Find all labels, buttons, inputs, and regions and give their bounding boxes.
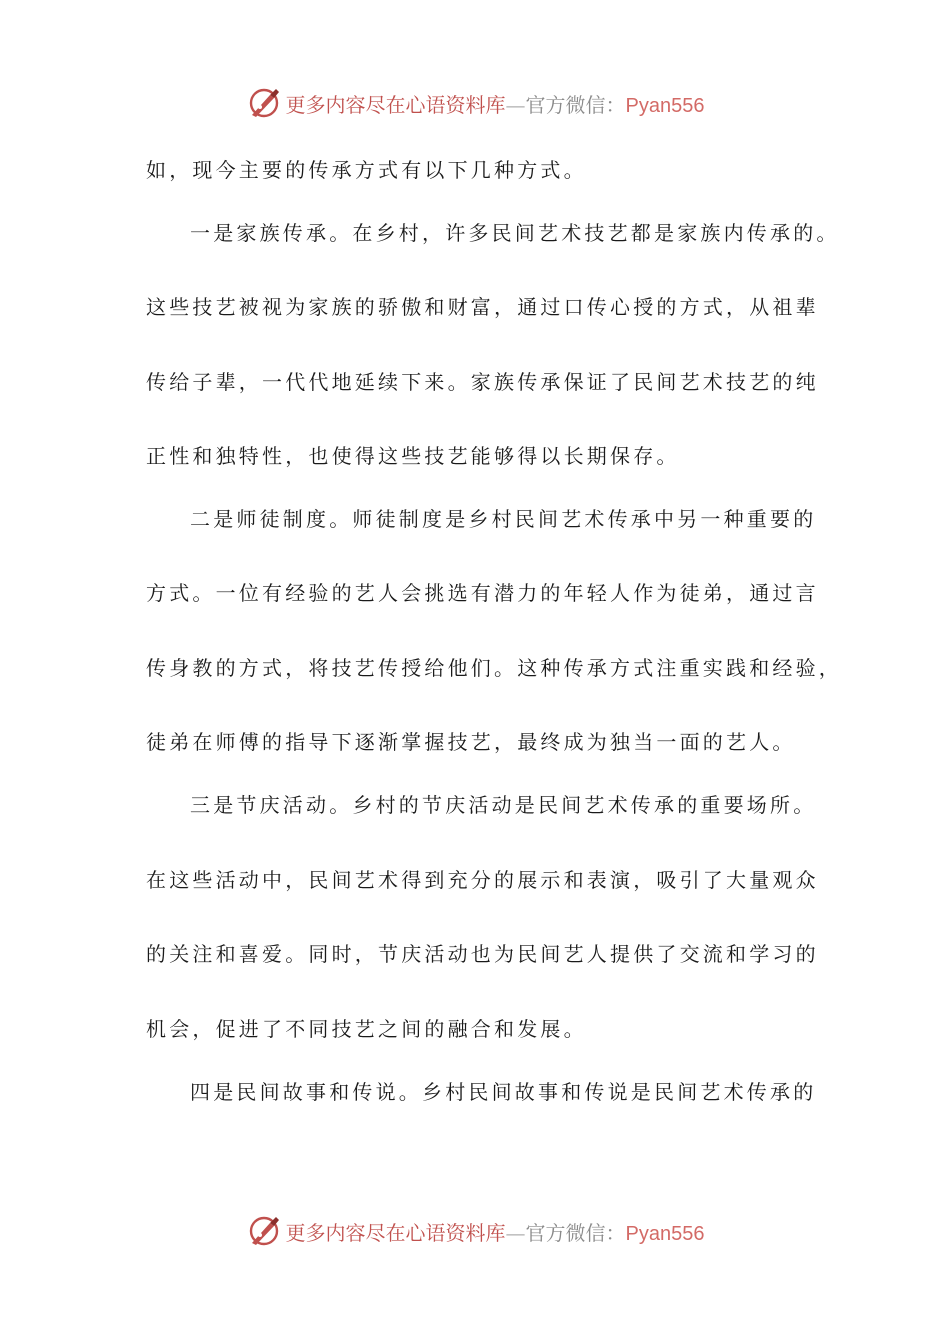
body-line: 的关注和喜爱。同时，节庆活动也为民间艺人提供了交流和学习的 — [146, 942, 819, 966]
body-line: 徒弟在师傅的指导下逐渐掌握技艺，最终成为独当一面的艺人。 — [146, 730, 796, 754]
footer-banner — [0, 1211, 950, 1251]
body-line: 方式。一位有经验的艺人会挑选有潜力的年轻人作为徒弟，通过言 — [146, 581, 819, 605]
header-wechat-label: 官方微信： — [525, 92, 626, 117]
footer-text — [286, 1217, 705, 1246]
header-site-name: 更多内容尽在心语资料库 — [285, 92, 506, 117]
body-line: 传给子辈，一代代地延续下来。家族传承保证了民间艺术技艺的纯 — [146, 370, 819, 394]
body-line: 三是节庆活动。乡村的节庆活动是民间艺术传承的重要场所。 — [190, 793, 817, 817]
footer-wechat-label: 官方微信： — [525, 1220, 626, 1245]
footer-dash: — — [505, 1220, 526, 1245]
pen-logo-icon — [246, 1213, 282, 1249]
body-line: 四是民间故事和传说。乡村民间故事和传说是民间艺术传承的 — [190, 1080, 817, 1104]
body-line: 正性和独特性，也使得这些技艺能够得以长期保存。 — [146, 444, 680, 468]
header-text — [286, 89, 705, 118]
footer-wechat-id: Pyan556 — [625, 1222, 705, 1245]
body-line: 二是师徒制度。师徒制度是乡村民间艺术传承中另一种重要的 — [190, 507, 817, 531]
footer-site-name: 更多内容尽在心语资料库 — [285, 1220, 506, 1245]
header-dash: — — [505, 92, 526, 117]
body-line: 这些技艺被视为家族的骄傲和财富，通过口传心授的方式，从祖辈 — [146, 295, 819, 319]
body-line: 一是家族传承。在乡村，许多民间艺术技艺都是家族内传承的。 — [190, 221, 840, 245]
header-banner — [0, 83, 950, 123]
body-line: 在这些活动中，民间艺术得到充分的展示和表演，吸引了大量观众 — [146, 868, 819, 892]
pen-logo-icon — [246, 85, 282, 121]
header-wechat-id: Pyan556 — [625, 94, 705, 117]
body-line: 如，现今主要的传承方式有以下几种方式。 — [146, 158, 587, 182]
body-line: 机会，促进了不同技艺之间的融合和发展。 — [146, 1017, 587, 1041]
body-line: 传身教的方式，将技艺传授给他们。这种传承方式注重实践和经验， — [146, 656, 842, 680]
